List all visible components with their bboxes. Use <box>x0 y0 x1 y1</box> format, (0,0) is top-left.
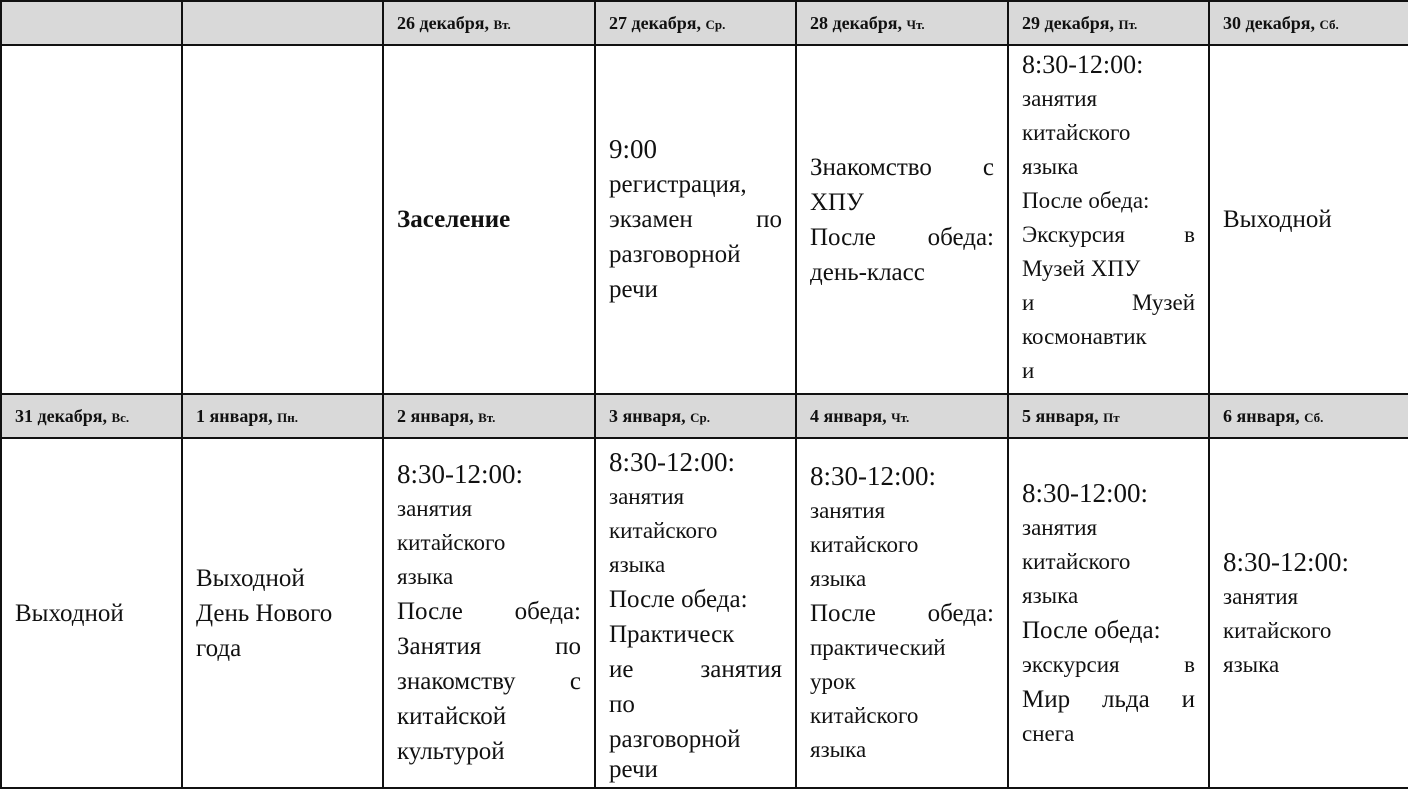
header-jan2: 2 января, Вт. <box>383 394 595 438</box>
dec29-line: Экскурсия в <box>1022 222 1195 247</box>
jan3-line: Практическ <box>609 621 735 648</box>
cell-jan2 <box>383 438 595 788</box>
jan1-line: День Нового <box>196 599 333 627</box>
cell-dec29 <box>1008 45 1209 394</box>
jan4-line: занятия <box>810 498 886 523</box>
jan3-line: разговорной <box>609 726 741 753</box>
cell-jan3 <box>595 438 796 788</box>
jan3-line: занятия <box>609 484 685 509</box>
jan5-line: Мир льда и <box>1022 685 1195 713</box>
jan4-line: После обеда: <box>810 600 994 627</box>
cell-jan6 <box>1209 438 1408 788</box>
cell-jan4 <box>796 438 1008 788</box>
jan5-line: экскурсия в <box>1022 651 1195 677</box>
jan6-line: китайского <box>1223 617 1332 643</box>
jan5-time: 8:30-12:00: <box>1022 477 1148 508</box>
jan2-line: языка <box>397 564 454 589</box>
cell-dec26 <box>383 45 595 394</box>
header-dec26: 26 декабря, Вт. <box>383 1 595 45</box>
jan5-line: снега <box>1022 720 1075 746</box>
jan5-line: языка <box>1022 582 1079 608</box>
cell-dec31 <box>1 438 182 788</box>
header-cell-empty-2 <box>182 1 383 45</box>
header-jan5: 5 января, Пт <box>1008 394 1209 438</box>
dec27-line: экзамен по <box>609 206 782 233</box>
dec28-line: день-класс <box>810 258 925 286</box>
cell-dec27 <box>595 45 796 394</box>
jan3-line: языка <box>609 552 666 577</box>
header-jan1: 1 января, Пн. <box>182 394 383 438</box>
week1-content-row <box>1 45 1408 394</box>
cell-dec28 <box>796 45 1008 394</box>
dec27-time: 9:00 <box>609 134 658 164</box>
cell-empty-2 <box>182 45 383 394</box>
jan2-line: китайской <box>397 703 507 730</box>
dec29-line: и <box>1022 358 1035 383</box>
dec29-time: 8:30-12:00: <box>1022 50 1144 79</box>
cell-jan1 <box>182 438 383 788</box>
header-dec27: 27 декабря, Ср. <box>595 1 796 45</box>
jan3-line: речи <box>609 756 658 783</box>
week2-content-row <box>1 438 1408 788</box>
jan1-line: года <box>196 634 242 662</box>
jan4-time: 8:30-12:00: <box>810 461 936 491</box>
dec29-line: После обеда: <box>1022 188 1150 213</box>
week1-header-row <box>1 1 1408 45</box>
header-cell-empty-1 <box>1 1 182 45</box>
dec27-line: разговорной <box>609 241 741 268</box>
jan4-line: урок <box>810 669 856 694</box>
jan5-line: китайского <box>1022 548 1131 574</box>
header-jan6: 6 января, Сб. <box>1209 394 1408 438</box>
jan2-line: культурой <box>397 738 505 765</box>
jan2-line: занятия <box>397 496 473 521</box>
jan3-time: 8:30-12:00: <box>609 447 735 477</box>
jan5-line: занятия <box>1022 514 1098 540</box>
jan3-line: китайского <box>609 518 718 543</box>
jan2-line: китайского <box>397 530 506 555</box>
header-dec31: 31 декабря, Вс. <box>1 394 182 438</box>
dec29-line: китайского <box>1022 120 1131 145</box>
jan2-time: 8:30-12:00: <box>397 459 523 489</box>
dec29-line: занятия <box>1022 86 1098 111</box>
jan2-line: После обеда: <box>397 598 581 625</box>
dec30-text: Выходной <box>1223 206 1332 233</box>
dec27-line: регистрация, <box>609 171 747 198</box>
dec27-line: речи <box>609 276 658 303</box>
dec29-line: и Музей <box>1022 290 1195 315</box>
jan6-time: 8:30-12:00: <box>1223 546 1349 577</box>
jan3-line: ие занятия <box>609 656 782 683</box>
jan1-line: Выходной <box>196 564 305 592</box>
jan3-line: После обеда: <box>609 586 748 613</box>
jan3-line: по <box>609 691 635 718</box>
dec28-line: ХПУ <box>810 188 864 216</box>
jan4-line: языка <box>810 566 867 591</box>
jan5-line: После обеда: <box>1022 616 1161 644</box>
dec29-line: языка <box>1022 154 1079 179</box>
header-dec29: 29 декабря, Пт. <box>1008 1 1209 45</box>
dec26-text: Заселение <box>397 206 511 233</box>
dec28-line: После обеда: <box>810 223 994 251</box>
dec29-line: космонавтик <box>1022 324 1147 349</box>
header-dec28: 28 декабря, Чт. <box>796 1 1008 45</box>
jan2-line: знакомству с <box>397 668 581 695</box>
jan6-line: языка <box>1223 651 1280 677</box>
week2-header-row <box>1 394 1408 438</box>
jan4-line: языка <box>810 737 867 762</box>
jan4-line: китайского <box>810 532 919 557</box>
header-dec30: 30 декабря, Сб. <box>1209 1 1408 45</box>
dec29-line: Музей ХПУ <box>1022 256 1141 281</box>
header-jan3: 3 января, Ср. <box>595 394 796 438</box>
cell-jan5 <box>1008 438 1209 788</box>
jan4-line: китайского <box>810 703 919 728</box>
dec28-line: Знакомство с <box>810 153 994 181</box>
cell-dec30 <box>1209 45 1408 394</box>
jan4-line: практический <box>810 635 946 660</box>
header-jan4: 4 января, Чт. <box>796 394 1008 438</box>
cell-empty-1 <box>1 45 182 394</box>
jan2-line: Занятия по <box>397 633 581 660</box>
dec31-text: Выходной <box>15 599 124 627</box>
jan6-line: занятия <box>1223 583 1299 609</box>
